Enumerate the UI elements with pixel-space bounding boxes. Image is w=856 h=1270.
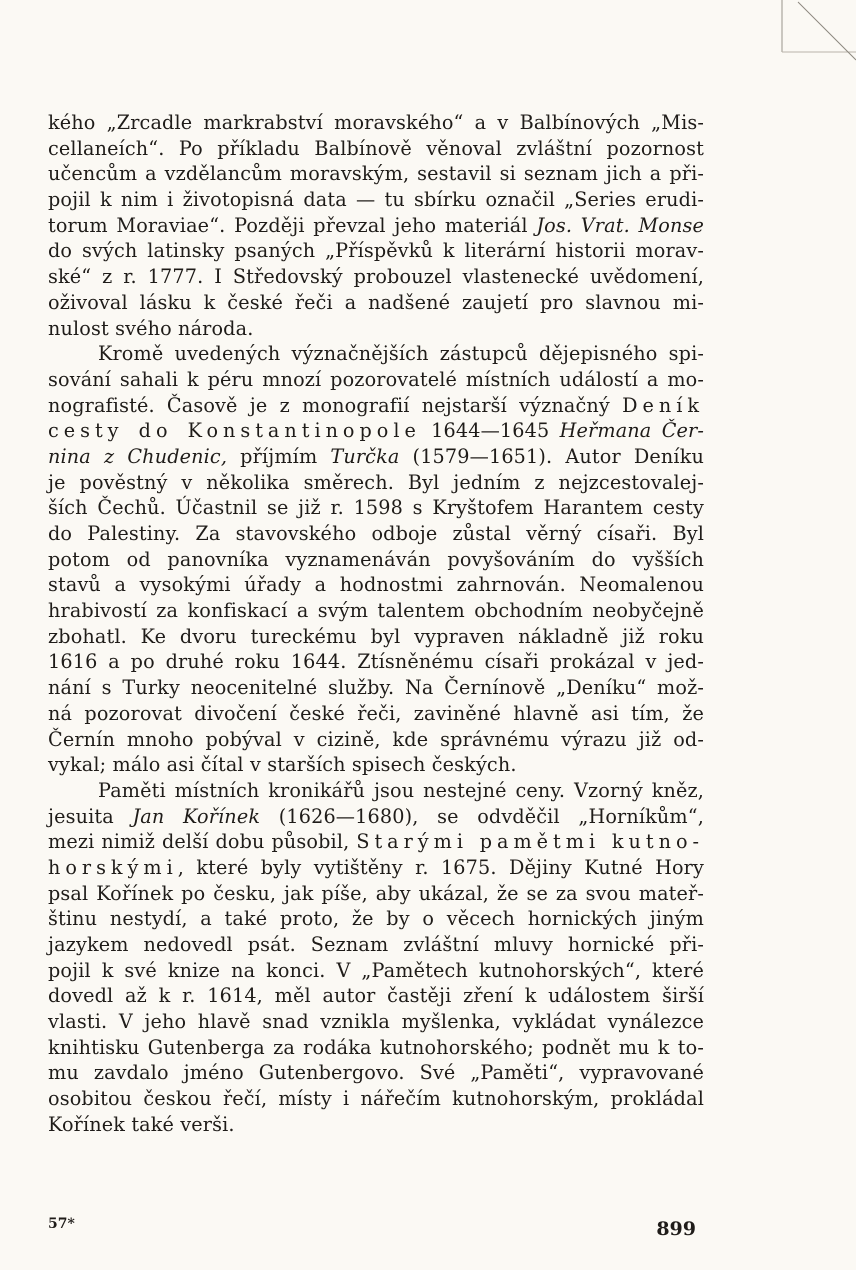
text-run: ské“ z r. 1777. I Středovský probouzel vlastenecké uvědomení, [48, 265, 704, 289]
text-run: do svých latinsky psaných „Příspěvků k literární historii morav- [48, 239, 704, 263]
italic-name: Jos. Vrat. Monse [536, 213, 704, 237]
italic-name: Turčka [330, 444, 400, 468]
text-run: potom od panovníka vyznamenáván povyšováním do vyšších [48, 547, 704, 571]
text-run: hrabivostí za konfiskací a svým talentem obchodním neobyčejně [48, 599, 704, 623]
text-run: torum Moraviae“. Později převzal jeho materiál [48, 213, 537, 237]
text-run: pojil k své knize na konci. V „Pamětech kutnohorských“, které [48, 958, 704, 982]
text-run: cellaneích“. Po příkladu Balbínově věnoval zvláštní pozornost [48, 136, 704, 160]
text-line [48, 881, 704, 907]
text-run: vykal; málo asi čítal v starších spisech českých. [48, 753, 517, 777]
text-line [48, 264, 704, 290]
text-run: sování sahali k péru mnozí pozorovatelé místních událostí a mo- [48, 367, 704, 391]
text-run: jesuita [48, 804, 133, 828]
page-corner-fold [776, 0, 856, 70]
text-run: ších Čechů. Účastnil se již r. 1598 s Kryštofem Harantem cesty [48, 496, 704, 520]
text-line [48, 367, 704, 393]
text-line [48, 136, 704, 162]
text-line [48, 238, 704, 264]
spaced-title: cesty do Konstantinopole [48, 419, 421, 443]
text-line [48, 624, 704, 650]
text-line [48, 444, 704, 470]
text-line [48, 393, 704, 419]
text-run: učencům a vzdělancům moravským, sestavil si seznam jich a při- [48, 162, 704, 186]
text-line [48, 829, 704, 855]
text-run: vlasti. V jeho hlavě snad vznikla myšlenka, vykládat vynálezce [48, 1010, 704, 1034]
paragraph [48, 110, 704, 341]
text-line [48, 1086, 704, 1112]
text-line [48, 161, 704, 187]
text-line [48, 958, 704, 984]
text-run: nografisté. Časově je z monografií nejstarší význačný [48, 393, 623, 417]
text-line [48, 675, 704, 701]
text-line [48, 804, 704, 830]
text-run: Kromě uvedených význačnějších zástupců dějepisného spi- [98, 342, 704, 366]
text-line [48, 213, 704, 239]
text-line [48, 701, 704, 727]
text-run: nání s Turky neocenitelné služby. Na Černínově „Deníku“ mož- [48, 676, 704, 700]
text-line [48, 906, 704, 932]
text-line [48, 752, 704, 778]
text-run: kého „Zrcadle markrabství moravského“ a v Balbínových „Mis- [48, 111, 704, 134]
spaced-title: Starými pamětmi kutno- [356, 830, 704, 854]
text-run: dovedl až k r. 1614, měl autor častěji zření k událostem širší [48, 984, 704, 1008]
italic-name: nina z Chudenic, [48, 444, 228, 468]
text-line [48, 187, 704, 213]
text-run: (1626—1680), se odvděčil „Horníkům“, [260, 804, 704, 828]
text-run: jazykem nedovedl psát. Seznam zvláštní mluvy hornické při- [48, 933, 704, 956]
text-line [48, 932, 704, 958]
text-run: zbohatl. Ke dvoru tureckému byl vypraven nákladně již roku [48, 624, 704, 648]
italic-name: Heřmana Čer- [559, 419, 704, 443]
text-line [48, 316, 704, 342]
text-line [48, 1009, 704, 1035]
paragraph [48, 778, 704, 1138]
text-run: ná pozorovat divočení české řeči, zaviněné hlavně asi tím, že [48, 701, 704, 725]
text-line [48, 983, 704, 1009]
text-line [48, 778, 704, 804]
text-run: pojil k nim i životopisná data — tu sbírku označil „Series erudi- [48, 188, 704, 212]
text-line [48, 649, 704, 675]
text-run: stavů a vysokými úřady a hodnostmi zahrnován. Neomalenou [48, 573, 704, 597]
page-number: 899 [656, 1218, 696, 1240]
text-line [48, 521, 704, 547]
text-line [48, 341, 704, 367]
text-line [48, 572, 704, 598]
text-line [48, 598, 704, 624]
text-line [48, 290, 704, 316]
text-run: 1616 a po druhé roku 1644. Ztísněnému císaři prokázal v jed- [48, 650, 704, 674]
italic-name: Jan Kořínek [132, 804, 261, 828]
text-line [48, 470, 704, 496]
spaced-title: Deník [622, 393, 704, 417]
text-run: osobitou českou řečí, místy i nářečím kutnohorským, prokládal [48, 1087, 704, 1111]
text-line [48, 1112, 704, 1138]
text-run: knihtisku Gutenberga za rodáka kutnohorského; podnět mu k to- [48, 1035, 704, 1059]
text-run: do Palestiny. Za stavovského odboje zůstal věrný císaři. Byl [48, 522, 704, 545]
text-line [48, 418, 704, 444]
text-run: štinu nestydí, a také proto, že by o věcech hornických jiným [48, 907, 704, 931]
signature-mark: 57* [48, 1216, 75, 1232]
text-run: nulost svého národa. [48, 316, 254, 340]
text-line [48, 110, 704, 136]
text-run: mezi nimiž delší dobu působil, [48, 830, 357, 854]
text-run: Kořínek také verši. [48, 1112, 235, 1136]
text-run: oživoval lásku k české řeči a nadšené zaujetí pro slavnou mi- [48, 290, 704, 314]
text-run: (1579—1651). Autor Deníku [399, 444, 704, 468]
text-line [48, 1035, 704, 1061]
text-line [48, 727, 704, 753]
text-run: mu zavdalo jméno Gutenbergovo. Své „Paměti“, vypravované [48, 1061, 704, 1085]
paragraph [48, 341, 704, 778]
text-line [48, 547, 704, 573]
text-line [48, 495, 704, 521]
text-run: psal Kořínek po česku, jak píše, aby ukázal, že se za svou mateř- [48, 881, 704, 905]
text-run: , které byly vytištěny r. 1675. Dějiny Kutné Hory [177, 855, 704, 879]
text-line [48, 1060, 704, 1086]
text-run: je pověstný v několika směrech. Byl jedním z nejzcestovalej- [48, 470, 704, 494]
spaced-title: horskými [48, 855, 178, 879]
text-run: Paměti místních kronikářů jsou nestejné ceny. Vzorný kněz, [98, 778, 704, 802]
body-text [48, 110, 704, 1138]
text-line [48, 855, 704, 881]
text-run: příjmím [227, 444, 331, 468]
text-run: 1644—1645 [420, 419, 560, 443]
text-run: Černín mnoho pobýval v cizině, kde správnému výrazu již od- [48, 727, 704, 751]
